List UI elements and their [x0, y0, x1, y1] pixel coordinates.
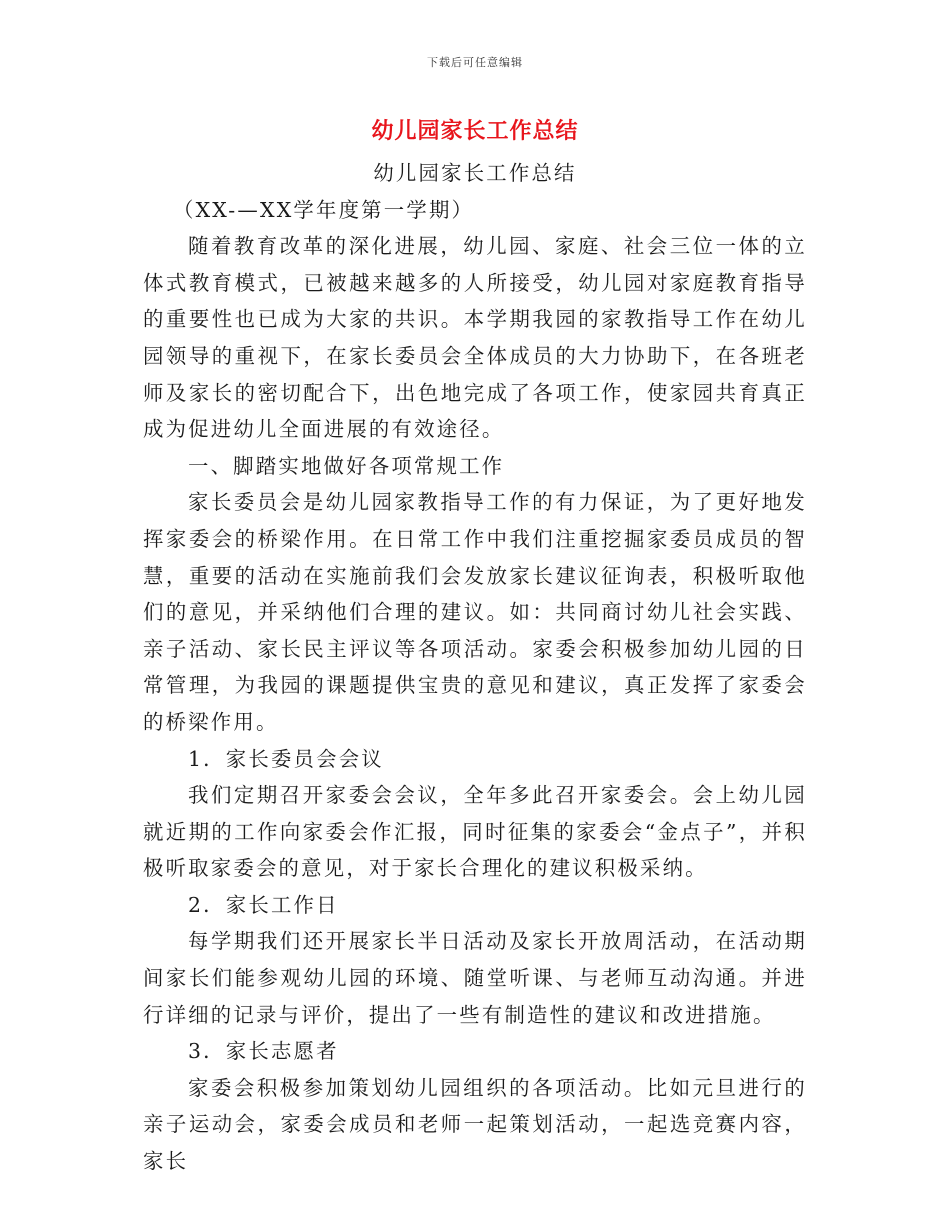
item-heading: 1．家长委员会会议	[188, 746, 384, 771]
section-heading: 一、脚踏实地做好各项常规工作	[188, 453, 505, 478]
intro-paragraph: 随着教育改革的深化进展，幼儿园、家庭、社会三位一体的立体式教育模式，已被越来越多的人所接受，幼儿园对家庭教育指导的重要性也已成为大家的共识。本学期我园的家教指导工作在幼儿园领导的重视下，在家长委员会全体成员的大力协助下，在各班老师及家长的密切配合下，出色地完成了各项工作，使家园共育真正成为促进幼儿全面进展的有效途径。	[143, 234, 807, 442]
section-paragraph: 家长委员会是幼儿园家教指导工作的有力保证，为了更好地发挥家委会的桥梁作用。在日常工作中我们注重挖掘家委员成员的智慧，重要的活动在实施前我们会发放家长建议征询表，积极听取他们的意见，并采纳他们合理的建议。如：共同商讨幼儿社会实践、亲子活动、家长民主评议等各项活动。家委会积极参加幼儿园的日常管理，为我园的课题提供宝贵的意见和建议，真正发挥了家委会的桥梁作用。	[143, 490, 807, 734]
item-paragraph: 每学期我们还开展家长半日活动及家长开放周活动，在活动期间家长们能参观幼儿园的环境、随堂听课、与老师互动沟通。并进行详细的记录与评价，提出了一些有制造性的建议和改进措施。	[143, 929, 807, 1027]
item-heading: 3．家长志愿者	[188, 1039, 339, 1064]
semester-line: （XX-—XX学年度第一学期）	[173, 197, 475, 222]
document-subtitle: 幼儿园家长工作总结	[373, 161, 577, 185]
item-heading: 2．家长工作日	[188, 892, 339, 917]
document-title: 幼儿园家长工作总结	[371, 118, 579, 144]
item-paragraph: 我们定期召开家委会会议，全年多此召开家委会。会上幼儿园就近期的工作向家委会作汇报，同时征集的家委会“金点子”，并积极听取家委会的意见，对于家长合理化的建议积极采纳。	[143, 783, 807, 881]
item-paragraph: 家委会积极参加策划幼儿园组织的各项活动。比如元旦进行的亲子运动会，家委会成员和老师一起策划活动，一起选竞赛内容，家长	[143, 1075, 807, 1174]
document-body	[143, 155, 807, 1180]
header-note: 下载后可任意编辑	[427, 56, 523, 69]
